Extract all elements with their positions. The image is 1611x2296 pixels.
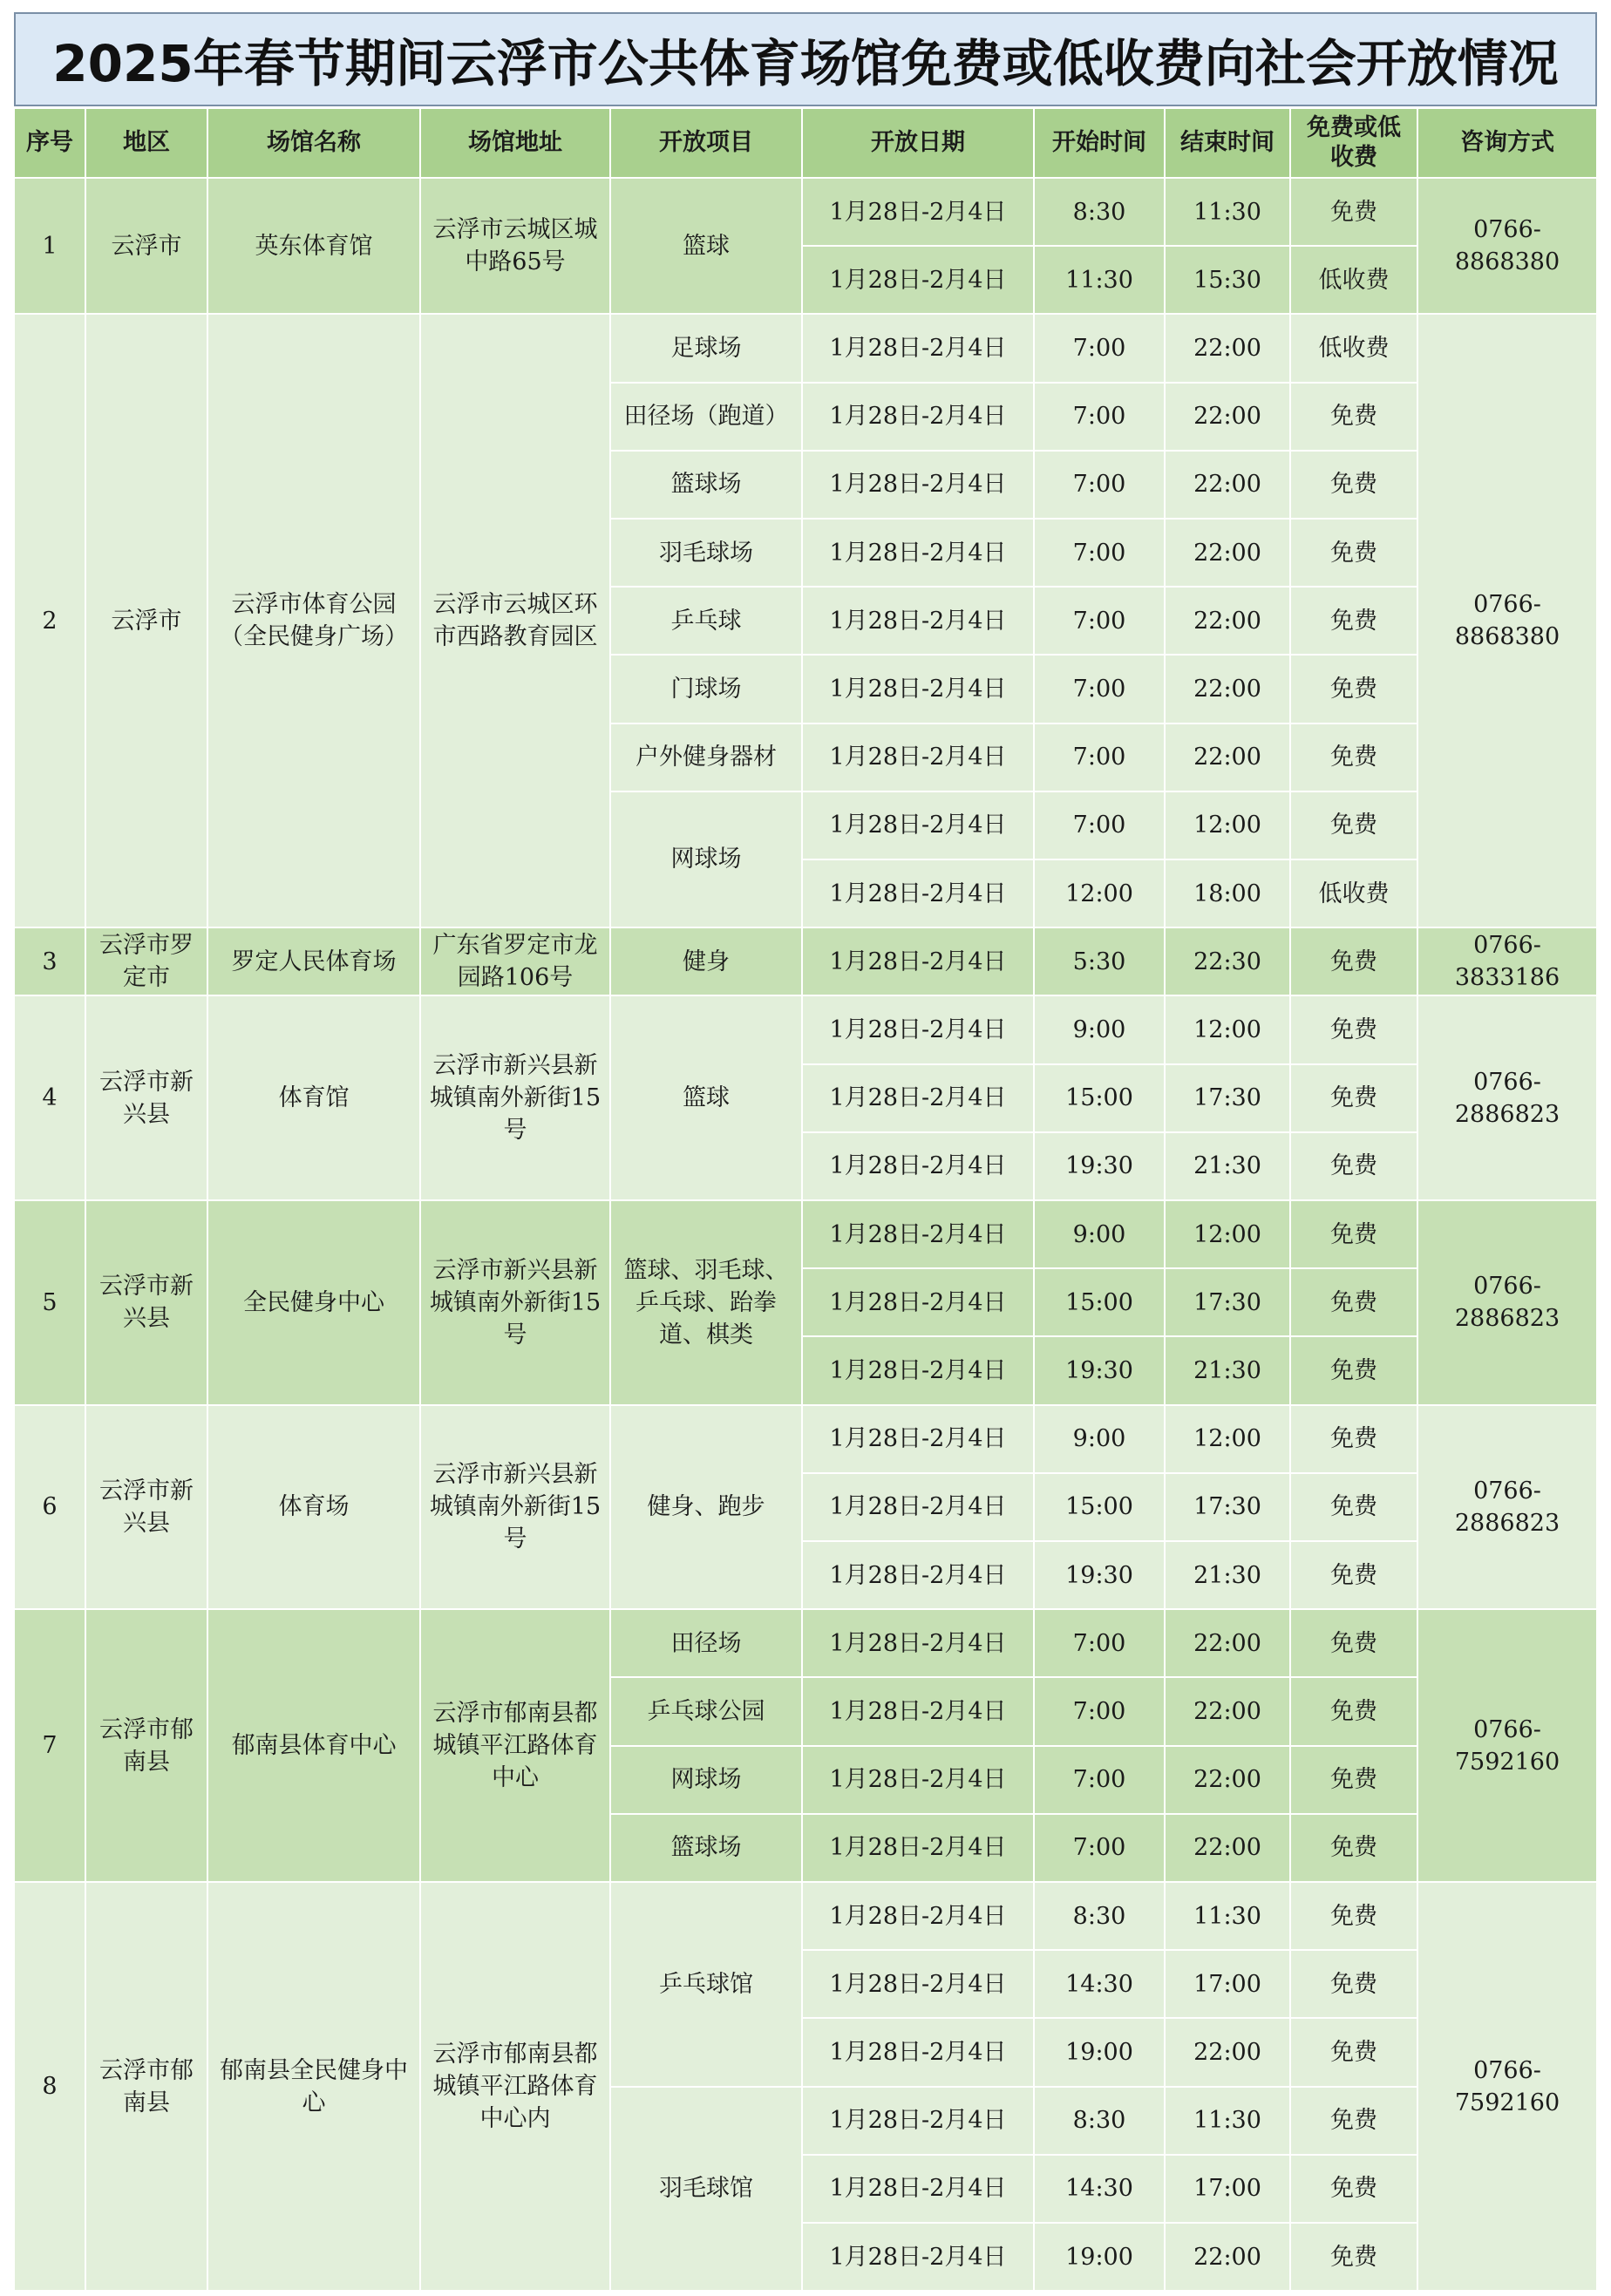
open-item: 网球场 — [610, 1746, 802, 1814]
open-item: 篮球 — [610, 178, 802, 314]
venue-phone: 0766-2886823 — [1417, 1200, 1597, 1405]
open-item: 篮球场 — [610, 451, 802, 519]
open-date: 1月28日-2月4日 — [802, 1268, 1034, 1336]
fee-type: 免费 — [1290, 451, 1417, 519]
venue-no: 6 — [14, 1405, 85, 1610]
start-time: 7:00 — [1034, 1814, 1165, 1882]
venue-name: 罗定人民体育场 — [207, 927, 420, 995]
open-date: 1月28日-2月4日 — [802, 859, 1034, 927]
open-item: 健身 — [610, 927, 802, 995]
open-date: 1月28日-2月4日 — [802, 519, 1034, 587]
open-date: 1月28日-2月4日 — [802, 2018, 1034, 2086]
open-date: 1月28日-2月4日 — [802, 451, 1034, 519]
fee-type: 免费 — [1290, 1677, 1417, 1745]
start-time: 8:30 — [1034, 1882, 1165, 1950]
open-date: 1月28日-2月4日 — [802, 791, 1034, 859]
open-date: 1月28日-2月4日 — [802, 246, 1034, 314]
venue-region: 云浮市罗定市 — [85, 927, 207, 995]
start-time: 19:00 — [1034, 2223, 1165, 2291]
end-time: 22:00 — [1165, 314, 1290, 382]
open-item: 网球场 — [610, 791, 802, 927]
venue-name: 云浮市体育公园（全民健身广场） — [207, 314, 420, 927]
fee-type: 免费 — [1290, 655, 1417, 723]
start-time: 5:30 — [1034, 927, 1165, 995]
venue-address: 云浮市新兴县新城镇南外新街15号 — [420, 1200, 610, 1405]
open-date: 1月28日-2月4日 — [802, 723, 1034, 791]
open-item: 篮球场 — [610, 1814, 802, 1882]
end-time: 12:00 — [1165, 791, 1290, 859]
venue-region: 云浮市郁南县 — [85, 1882, 207, 2291]
fee-type: 免费 — [1290, 587, 1417, 655]
venue-phone: 0766-3833186 — [1417, 927, 1597, 995]
venue-region: 云浮市新兴县 — [85, 995, 207, 1200]
open-item: 足球场 — [610, 314, 802, 382]
end-time: 22:30 — [1165, 927, 1290, 995]
fee-type: 免费 — [1290, 178, 1417, 246]
fee-type: 免费 — [1290, 927, 1417, 995]
fee-type: 免费 — [1290, 1609, 1417, 1677]
start-time: 9:00 — [1034, 995, 1165, 1063]
open-date: 1月28日-2月4日 — [802, 314, 1034, 382]
col-address-header: 场馆地址 — [420, 108, 610, 178]
start-time: 19:00 — [1034, 2018, 1165, 2086]
start-time: 14:30 — [1034, 2155, 1165, 2223]
venue-address: 云浮市郁南县都城镇平江路体育中心 — [420, 1609, 610, 1882]
open-date: 1月28日-2月4日 — [802, 995, 1034, 1063]
open-date: 1月28日-2月4日 — [802, 2223, 1034, 2291]
open-date: 1月28日-2月4日 — [802, 178, 1034, 246]
venue-phone: 0766-7592160 — [1417, 1882, 1597, 2291]
venue-region: 云浮市新兴县 — [85, 1200, 207, 1405]
end-time: 18:00 — [1165, 859, 1290, 927]
end-time: 11:30 — [1165, 2087, 1290, 2155]
start-time: 19:30 — [1034, 1541, 1165, 1609]
venue-phone: 0766-2886823 — [1417, 995, 1597, 1200]
col-phone-header: 咨询方式 — [1417, 108, 1597, 178]
venue-name: 郁南县体育中心 — [207, 1609, 420, 1882]
end-time: 17:00 — [1165, 1950, 1290, 2018]
end-time: 17:30 — [1165, 1473, 1290, 1541]
end-time: 22:00 — [1165, 383, 1290, 451]
start-time: 11:30 — [1034, 246, 1165, 314]
venue-name: 全民健身中心 — [207, 1200, 420, 1405]
end-time: 11:30 — [1165, 1882, 1290, 1950]
end-time: 11:30 — [1165, 178, 1290, 246]
venue-address: 云浮市郁南县都城镇平江路体育中心内 — [420, 1882, 610, 2291]
venue-no: 7 — [14, 1609, 85, 1882]
open-date: 1月28日-2月4日 — [802, 1132, 1034, 1200]
end-time: 12:00 — [1165, 1200, 1290, 1268]
open-date: 1月28日-2月4日 — [802, 1541, 1034, 1609]
start-time: 7:00 — [1034, 1746, 1165, 1814]
open-item: 田径场 — [610, 1609, 802, 1677]
venue-name: 郁南县全民健身中心 — [207, 1882, 420, 2291]
fee-type: 免费 — [1290, 1814, 1417, 1882]
end-time: 22:00 — [1165, 2018, 1290, 2086]
col-name-header: 场馆名称 — [207, 108, 420, 178]
fee-type: 免费 — [1290, 1336, 1417, 1404]
end-time: 22:00 — [1165, 1677, 1290, 1745]
start-time: 14:30 — [1034, 1950, 1165, 2018]
end-time: 21:30 — [1165, 1132, 1290, 1200]
venue-name: 体育场 — [207, 1405, 420, 1610]
end-time: 17:30 — [1165, 1064, 1290, 1132]
end-time: 22:00 — [1165, 451, 1290, 519]
end-time: 17:30 — [1165, 1268, 1290, 1336]
start-time: 9:00 — [1034, 1200, 1165, 1268]
open-item: 门球场 — [610, 655, 802, 723]
end-time: 21:30 — [1165, 1541, 1290, 1609]
fee-type: 免费 — [1290, 2155, 1417, 2223]
open-date: 1月28日-2月4日 — [802, 1336, 1034, 1404]
fee-type: 免费 — [1290, 2223, 1417, 2291]
col-end-header: 结束时间 — [1165, 108, 1290, 178]
start-time: 19:30 — [1034, 1132, 1165, 1200]
open-date: 1月28日-2月4日 — [802, 1609, 1034, 1677]
venue-region: 云浮市 — [85, 178, 207, 314]
fee-type: 免费 — [1290, 1405, 1417, 1473]
open-date: 1月28日-2月4日 — [802, 1064, 1034, 1132]
end-time: 21:30 — [1165, 1336, 1290, 1404]
start-time: 8:30 — [1034, 2087, 1165, 2155]
venue-no: 5 — [14, 1200, 85, 1405]
venue-phone: 0766-8868380 — [1417, 314, 1597, 927]
open-date: 1月28日-2月4日 — [802, 2087, 1034, 2155]
end-time: 22:00 — [1165, 723, 1290, 791]
open-item: 乒乓球 — [610, 587, 802, 655]
start-time: 7:00 — [1034, 723, 1165, 791]
open-item: 乒乓球馆 — [610, 1882, 802, 2087]
venue-address: 云浮市新兴县新城镇南外新街15号 — [420, 1405, 610, 1610]
venue-name: 体育馆 — [207, 995, 420, 1200]
open-item: 健身、跑步 — [610, 1405, 802, 1610]
open-item: 户外健身器材 — [610, 723, 802, 791]
fee-type: 免费 — [1290, 1200, 1417, 1268]
fee-type: 免费 — [1290, 1950, 1417, 2018]
fee-type: 免费 — [1290, 1473, 1417, 1541]
fee-type: 免费 — [1290, 1746, 1417, 1814]
open-date: 1月28日-2月4日 — [802, 1200, 1034, 1268]
open-date: 1月28日-2月4日 — [802, 655, 1034, 723]
col-fee-header: 免费或低收费 — [1290, 108, 1417, 178]
open-date: 1月28日-2月4日 — [802, 2155, 1034, 2223]
fee-type: 免费 — [1290, 995, 1417, 1063]
page-title: 2025年春节期间云浮市公共体育场馆免费或低收费向社会开放情况 — [14, 12, 1597, 106]
end-time: 12:00 — [1165, 1405, 1290, 1473]
venue-no: 3 — [14, 927, 85, 995]
end-time: 22:00 — [1165, 1814, 1290, 1882]
col-item-header: 开放项目 — [610, 108, 802, 178]
open-item: 羽毛球场 — [610, 519, 802, 587]
venue-no: 4 — [14, 995, 85, 1200]
start-time: 7:00 — [1034, 1609, 1165, 1677]
end-time: 22:00 — [1165, 1609, 1290, 1677]
start-time: 7:00 — [1034, 791, 1165, 859]
open-date: 1月28日-2月4日 — [802, 587, 1034, 655]
venue-name: 英东体育馆 — [207, 178, 420, 314]
open-date: 1月28日-2月4日 — [802, 1950, 1034, 2018]
venue-address: 广东省罗定市龙园路106号 — [420, 927, 610, 995]
venue-no: 2 — [14, 314, 85, 927]
end-time: 15:30 — [1165, 246, 1290, 314]
open-date: 1月28日-2月4日 — [802, 383, 1034, 451]
fee-type: 免费 — [1290, 2087, 1417, 2155]
open-item: 篮球、羽毛球、乒乓球、跆拳道、棋类 — [610, 1200, 802, 1405]
venue-phone: 0766-7592160 — [1417, 1609, 1597, 1882]
start-time: 7:00 — [1034, 587, 1165, 655]
open-date: 1月28日-2月4日 — [802, 1677, 1034, 1745]
open-item: 羽毛球馆 — [610, 2087, 802, 2292]
start-time: 15:00 — [1034, 1064, 1165, 1132]
col-region-header: 地区 — [85, 108, 207, 178]
venue-region: 云浮市郁南县 — [85, 1609, 207, 1882]
open-date: 1月28日-2月4日 — [802, 1746, 1034, 1814]
open-item: 篮球 — [610, 995, 802, 1200]
start-time: 7:00 — [1034, 1677, 1165, 1745]
open-date: 1月28日-2月4日 — [802, 1473, 1034, 1541]
start-time: 7:00 — [1034, 314, 1165, 382]
end-time: 22:00 — [1165, 2223, 1290, 2291]
open-date: 1月28日-2月4日 — [802, 1882, 1034, 1950]
col-date-header: 开放日期 — [802, 108, 1034, 178]
start-time: 15:00 — [1034, 1473, 1165, 1541]
fee-type: 低收费 — [1290, 859, 1417, 927]
open-item: 乒乓球公园 — [610, 1677, 802, 1745]
end-time: 22:00 — [1165, 655, 1290, 723]
open-date: 1月28日-2月4日 — [802, 927, 1034, 995]
venue-no: 8 — [14, 1882, 85, 2291]
open-date: 1月28日-2月4日 — [802, 1814, 1034, 1882]
fee-type: 免费 — [1290, 1541, 1417, 1609]
start-time: 19:30 — [1034, 1336, 1165, 1404]
start-time: 7:00 — [1034, 655, 1165, 723]
fee-type: 免费 — [1290, 519, 1417, 587]
start-time: 9:00 — [1034, 1405, 1165, 1473]
venue-address: 云浮市新兴县新城镇南外新街15号 — [420, 995, 610, 1200]
venue-phone: 0766-8868380 — [1417, 178, 1597, 314]
venue-region: 云浮市新兴县 — [85, 1405, 207, 1610]
open-item: 田径场（跑道） — [610, 383, 802, 451]
venue-address: 云浮市云城区城中路65号 — [420, 178, 610, 314]
fee-type: 免费 — [1290, 1268, 1417, 1336]
start-time: 7:00 — [1034, 383, 1165, 451]
end-time: 22:00 — [1165, 587, 1290, 655]
venue-no: 1 — [14, 178, 85, 314]
fee-type: 低收费 — [1290, 246, 1417, 314]
start-time: 7:00 — [1034, 451, 1165, 519]
end-time: 12:00 — [1165, 995, 1290, 1063]
fee-type: 免费 — [1290, 791, 1417, 859]
start-time: 8:30 — [1034, 178, 1165, 246]
fee-type: 免费 — [1290, 723, 1417, 791]
end-time: 22:00 — [1165, 519, 1290, 587]
end-time: 22:00 — [1165, 1746, 1290, 1814]
fee-type: 低收费 — [1290, 314, 1417, 382]
start-time: 7:00 — [1034, 519, 1165, 587]
start-time: 15:00 — [1034, 1268, 1165, 1336]
fee-type: 免费 — [1290, 1132, 1417, 1200]
fee-type: 免费 — [1290, 2018, 1417, 2086]
start-time: 12:00 — [1034, 859, 1165, 927]
fee-type: 免费 — [1290, 383, 1417, 451]
venue-region: 云浮市 — [85, 314, 207, 927]
fee-type: 免费 — [1290, 1882, 1417, 1950]
end-time: 17:00 — [1165, 2155, 1290, 2223]
open-date: 1月28日-2月4日 — [802, 1405, 1034, 1473]
venue-address: 云浮市云城区环市西路教育园区 — [420, 314, 610, 927]
venue-phone: 0766-2886823 — [1417, 1405, 1597, 1610]
col-no-header: 序号 — [14, 108, 85, 178]
fee-type: 免费 — [1290, 1064, 1417, 1132]
col-start-header: 开始时间 — [1034, 108, 1165, 178]
